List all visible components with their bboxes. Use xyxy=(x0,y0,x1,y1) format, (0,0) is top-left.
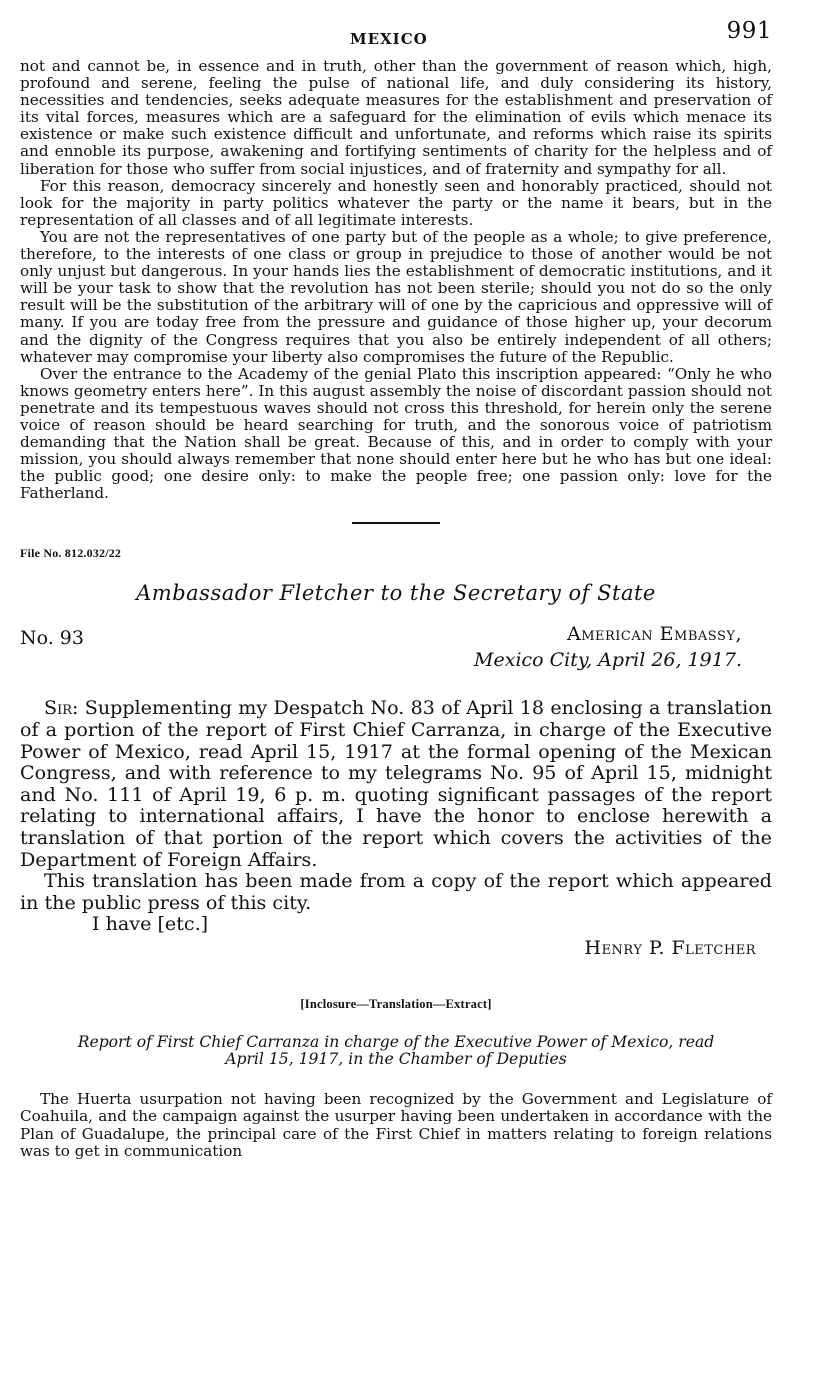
complimentary-closing: I have [etc.] xyxy=(92,912,209,936)
despatch-body xyxy=(20,697,772,935)
enclosure-label: [Inclosure—Translation—Extract] xyxy=(300,996,492,1011)
dateline xyxy=(20,623,772,681)
speech-paragraph: not and cannot be, in essence and in truth, other than the government of reason which, high, profound and serene, feeling the pulse of national life, and duly considering its history, necessities and tendencies, seeks adequate measures for the establishment and preservation of its vital forces, measures which are a safeguard for the elimination of evils which menace its existence or make such existence difficult and unfortunate, and reforms which raise its spirits and ennoble its purpose, awakening and fortifying sentiments of charity for the helpless and of liberation for those who suffer from social injustices, and of fraternity and sympathy for all. xyxy=(20,57,772,178)
signature: Henry P. Fletcher xyxy=(584,936,756,959)
speech-paragraph: You are not the representatives of one party but of the people as a whole; to give preference, therefore, to the interests of one class or group in prejudice to those of another would be not only unjust but dangerous. In your hands lies the establishment of democratic institutions, and it will be your task to show that the revolution has not been sterile; should you not do so the only result will be the substitution of the arbitrary will of one by the capricious and oppressive will of many. If you are today free from the pressure and guidance of those higher up, your decorum and the dignity of the Congress requires that you also be entirely independent of all others; whatever may compromise your liberty also compromises the future of the Republic. xyxy=(20,227,772,366)
running-head xyxy=(20,16,772,58)
despatch-paragraph: This translation has been made from a copy of the report which appeared in the public press of this city. xyxy=(20,869,772,914)
despatch-paragraph-text: Supplementing my Despatch No. 83 of April 18 enclosing a translation of a portion of the report of First Chief Carranza, in charge of the Executive Power of Mexico, read April 15, 1917 at the formal opening of the Mexican Congress, and with reference to my telegrams No. 95 of April 15, midnight and No. 111 of April 19, 6 p. m. quoting significant passages of the report relating to international affairs, I have the honor to enclose herewith a translation of that portion of the report which covers the activities of the Department of Foreign Affairs. xyxy=(20,696,772,871)
despatch-number: No. 93 xyxy=(20,627,84,650)
speech-continuation xyxy=(20,58,772,502)
place-and-date: Mexico City, April 26, 1917. xyxy=(474,649,742,672)
embassy-name: American Embassy, xyxy=(566,623,742,646)
speech-paragraph: Over the entrance to the Academy of the genial Plato this inscription appeared: “Only he who knows geometry enters here”. In this august assembly the noise of discordant passion should not penetrate and its tempestuous waves should not cross this threshold, for herein only the serene voice of reason should be heard searching for truth, and the sonorous voice of patriotism demanding that the Nation shall be great. Because of this, and in order to comply with your mission, you should always remember that none should enter here but he who has but one ideal: the public good; one desire only: to make the people free; one passion only: love for the Fatherland. xyxy=(20,364,772,503)
report-title-line: April 15, 1917, in the Chamber of Deputies xyxy=(225,1050,567,1069)
report-title-line: Report of First Chief Carranza in charge of the Executive Power of Mexico, read xyxy=(77,1032,715,1051)
report-title xyxy=(20,1034,772,1069)
report-body xyxy=(20,1091,772,1160)
salutation: Sir: xyxy=(44,696,79,720)
page-number: 991 xyxy=(726,18,772,44)
speech-paragraph: For this reason, democracy sincerely and honestly seen and honorably practiced, should not look for the majority in party politics whatever the party or the name it bears, but in the representation of all classes and of all legitimate interests. xyxy=(20,176,772,229)
section-divider xyxy=(352,522,440,524)
file-number: File No. 812.032/22 xyxy=(20,546,122,561)
despatch-paragraph xyxy=(20,697,772,870)
page-header-title: MEXICO xyxy=(350,30,428,48)
report-paragraph: The Huerta usurpation not having been recognized by the Government and Legislature of Coahuila, and the campaign against the usurper having been undertaken in accordance with the Plan of Guadalupe, the principal care of the First Chief in matters relating to foreign relations was to get in communication xyxy=(20,1089,772,1160)
document-heading: Ambassador Fletcher to the Secretary of State xyxy=(136,581,656,606)
